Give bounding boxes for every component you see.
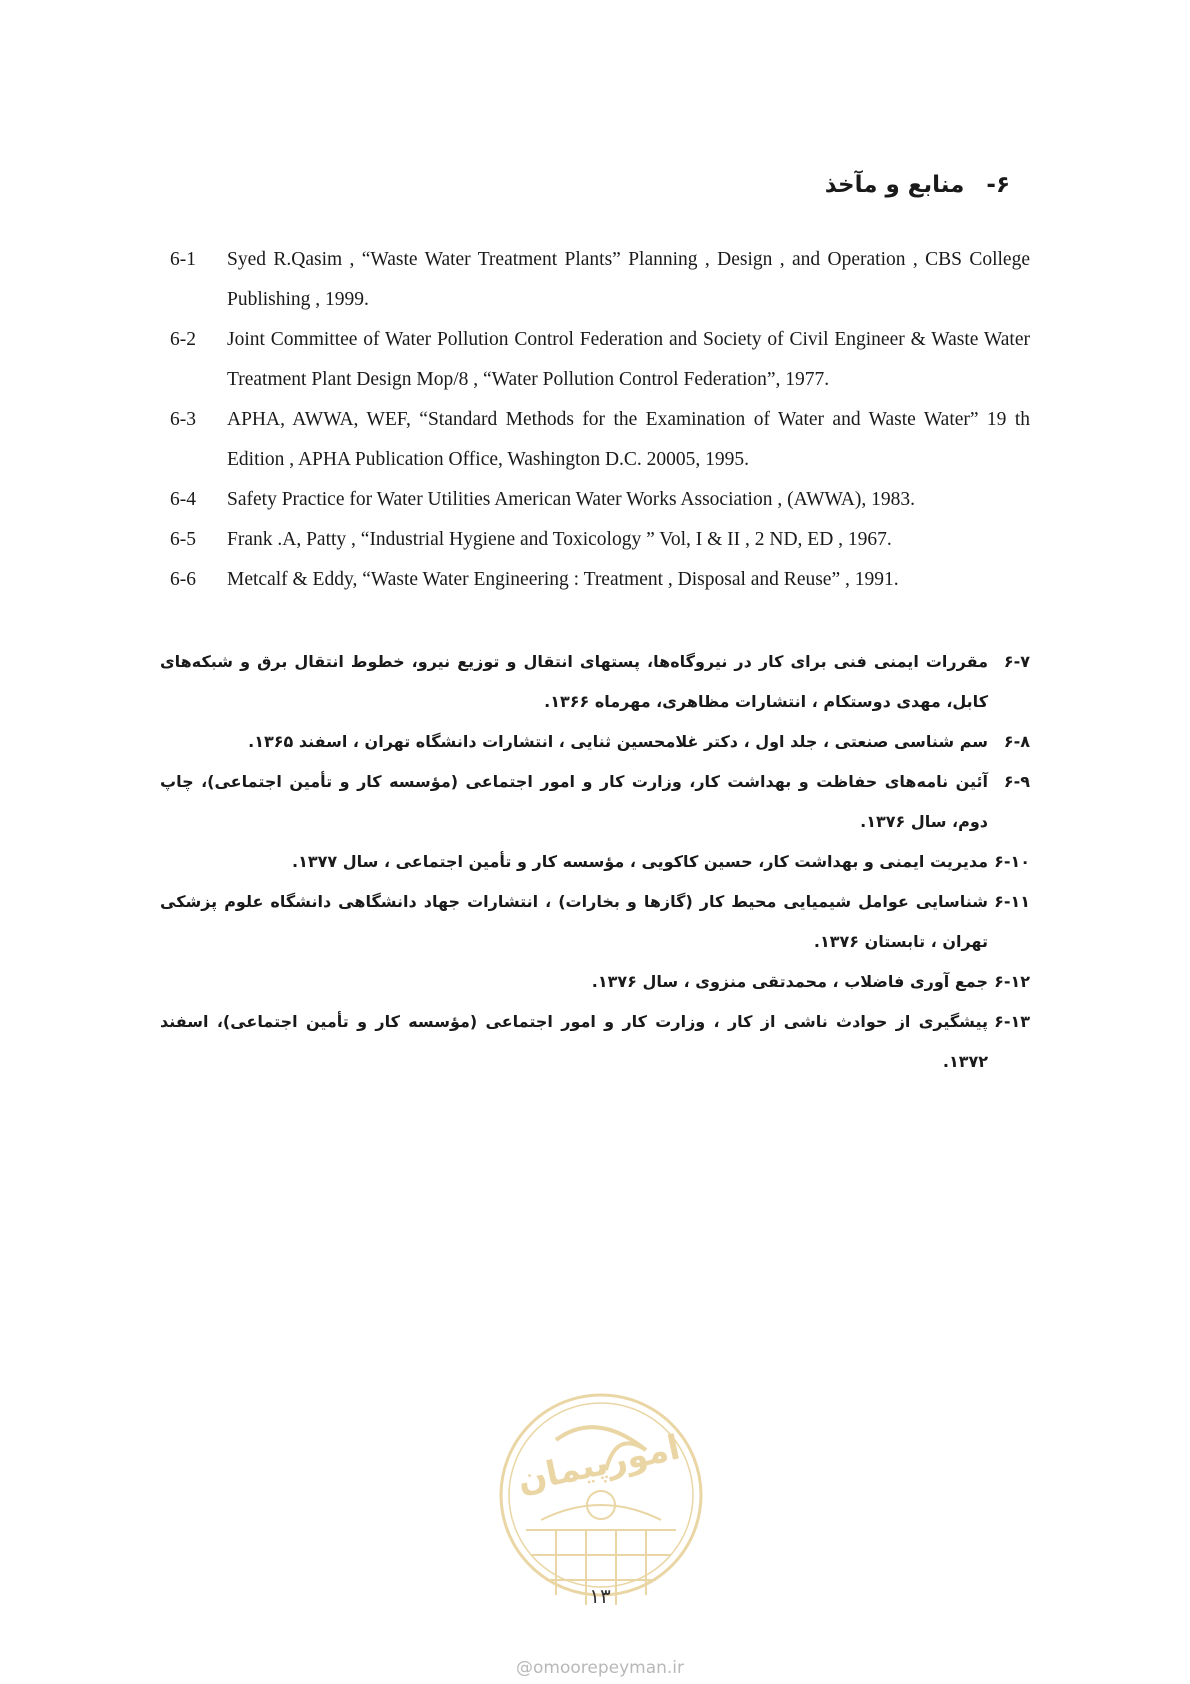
reference-text: سم شناسی صنعتی ، جلد اول ، دکتر غلامحسین ثنایی ، انتشارات دانشگاه تهران ، اسفند ۱۳۶۵. <box>248 732 988 751</box>
reference-text: پیشگیری از حوادث ناشی از کار ، وزارت کار و امور اجتماعی (مؤسسه کار و تأمین اجتماعی)، اسفند ۱۳۷۲. <box>160 1012 988 1071</box>
reference-item <box>160 882 1030 962</box>
reference-text: Frank .A, Patty , “Industrial Hygiene and Toxicology ” Vol, I & II , 2 ND, ED , 1967. <box>227 529 892 550</box>
reference-text: مقررات ایمنی فنی برای کار در نیروگاه‌ها، پستهای انتقال و توزیع نیرو، خطوط انتقال برق و شبکه‌های کابل، مهدی دوستکام ، انتشارات مظاهری، مهرماه ۱۳۶۶. <box>160 652 988 711</box>
reference-item <box>160 642 1030 722</box>
seal-text: امورپیمان <box>513 1427 684 1501</box>
reference-number: 6-2 <box>170 329 196 350</box>
reference-text: Safety Practice for Water Utilities American Water Works Association , (AWWA), 1983. <box>227 489 915 510</box>
reference-number: 6-3 <box>170 409 196 430</box>
reference-number: ۶-۱۱ <box>994 892 1030 911</box>
section-heading <box>825 172 1010 198</box>
reference-item <box>160 962 1030 1002</box>
reference-text: جمع آوری فاضلاب ، محمدتقی منزوی ، سال ۱۳۷۶. <box>591 972 988 991</box>
reference-item <box>170 560 1030 600</box>
reference-number: ۶-۱۳ <box>994 1012 1030 1031</box>
reference-number: 6-1 <box>170 249 196 270</box>
reference-text: آئین نامه‌های حفاظت و بهداشت کار، وزارت کار و امور اجتماعی (مؤسسه کار و تأمین اجتماعی)، چاپ دوم، سال ۱۳۷۶. <box>160 772 988 831</box>
heading-title: منابع و مآخذ <box>824 172 965 198</box>
reference-text: مدیریت ایمنی و بهداشت کار، حسین کاکویی ، مؤسسه کار و تأمین اجتماعی ، سال ۱۳۷۷. <box>292 852 988 871</box>
persian-references <box>160 642 1030 1082</box>
reference-number: ۶-۱۲ <box>994 972 1030 991</box>
reference-number: ۶-۸ <box>1003 732 1030 751</box>
reference-item <box>170 520 1030 560</box>
reference-number: ۶-۷ <box>1003 652 1030 671</box>
reference-text: APHA, AWWA, WEF, “Standard Methods for the Examination of Water and Waste Water” 19 th Edition , APHA Publication Office, Washington D.C. 20005, 1995. <box>227 409 1030 470</box>
reference-number: ۶-۱۰ <box>994 852 1030 871</box>
reference-item <box>170 400 1030 480</box>
english-references <box>170 240 1030 600</box>
reference-text: Joint Committee of Water Pollution Control Federation and Society of Civil Engineer & Waste Water Treatment Plant Design Mop/8 , “Water Pollution Control Federation”, 1977. <box>227 329 1030 390</box>
reference-text: Syed R.Qasim , “Waste Water Treatment Plants” Planning , Design , and Operation , CBS College Publishing , 1999. <box>227 249 1030 310</box>
heading-number: ۶- <box>986 172 1010 198</box>
reference-text: شناسایی عوامل شیمیایی محیط کار (گازها و بخارات) ، انتشارات جهاد دانشگاهی دانشگاه علوم پزشکی تهران ، تابستان ۱۳۷۶. <box>160 892 988 951</box>
reference-item <box>160 762 1030 842</box>
reference-item <box>160 722 1030 762</box>
reference-item <box>160 842 1030 882</box>
page-number: ۱۳ <box>589 1584 611 1608</box>
reference-number: ۶-۹ <box>1003 772 1030 791</box>
reference-item <box>170 240 1030 320</box>
reference-item <box>170 320 1030 400</box>
watermark-text: @omoorepeyman.ir <box>515 1658 685 1678</box>
reference-text: Metcalf & Eddy, “Waste Water Engineering : Treatment , Disposal and Reuse” , 1991. <box>227 569 899 590</box>
reference-item <box>160 1002 1030 1082</box>
reference-number: 6-6 <box>170 569 196 590</box>
reference-item <box>170 480 1030 520</box>
reference-number: 6-4 <box>170 489 196 510</box>
reference-number: 6-5 <box>170 529 196 550</box>
